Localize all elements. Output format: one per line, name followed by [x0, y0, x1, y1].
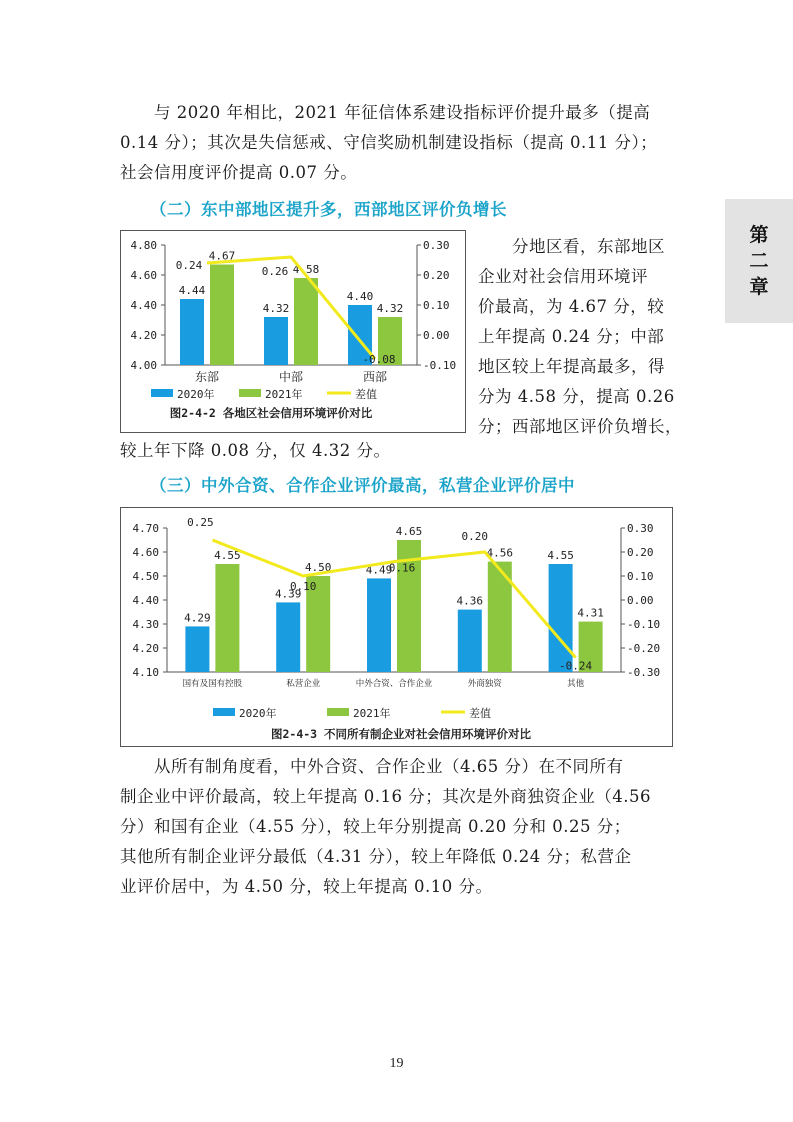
y2-tick-label: 0.30 [627, 522, 654, 535]
bar-2020 [549, 564, 573, 672]
legend-swatch-2020 [151, 389, 173, 397]
section-heading-regions: （二）东中部地区提升多，西部地区评价负增长 [150, 200, 507, 219]
figure-ownership [120, 507, 673, 747]
legend-label-2020: 2020年 [239, 707, 277, 720]
y-tick-label: 4.20 [130, 329, 157, 342]
text-line: 分为 4.58 分，提高 0.26 [478, 387, 675, 406]
y-tick-label: 4.70 [132, 522, 159, 535]
y-tick-label: 4.30 [132, 618, 159, 631]
text-line: 制企业中评价最高，较上年提高 0.16 分；其次是外商独资企业（4.56 [120, 787, 651, 806]
legend-label-2021: 2021年 [265, 388, 303, 401]
y2-tick-label: 0.00 [423, 329, 450, 342]
bar-2020 [367, 578, 391, 672]
y-tick-label: 4.40 [130, 299, 157, 312]
bar-2021 [294, 278, 318, 365]
chart-regions [121, 231, 465, 432]
data-label-2020: 4.36 [456, 594, 484, 608]
y-tick-label: 4.00 [130, 359, 157, 372]
bar-2020 [264, 317, 288, 365]
bar-2020 [276, 602, 300, 672]
y2-tick-label: -0.10 [423, 359, 457, 372]
diff-label: 0.26 [261, 265, 289, 278]
legend-label-2020: 2020年 [177, 388, 215, 401]
text-line: 企业对社会信用环境评 [478, 267, 648, 286]
legend-swatch-2020 [213, 708, 235, 716]
diff-label: 0.20 [461, 530, 489, 543]
diff-label: 0.25 [187, 516, 214, 529]
data-label-2020: 4.29 [184, 611, 211, 625]
text-line: 上年提高 0.24 分；中部 [478, 327, 665, 346]
paragraph-regions-side [478, 232, 683, 442]
diff-label: 0.24 [175, 259, 203, 272]
text-line: 较上年下降 0.08 分，仅 4.32 分。 [120, 441, 391, 460]
x-tick-label: 中部 [278, 370, 304, 384]
text-line: 0.14 分）；其次是失信惩戒、守信奖励机制建设指标（提高 0.11 分）； [120, 133, 658, 152]
y2-tick-label: 0.10 [627, 570, 654, 583]
legend-label-diff: 差值 [469, 707, 491, 720]
y2-tick-label: -0.10 [627, 618, 661, 631]
data-label-2021: 4.65 [395, 525, 423, 538]
y2-tick-label: 0.20 [423, 269, 450, 282]
y-tick-label: 4.60 [130, 269, 157, 282]
figure-caption: 图2-4-2 各地区社会信用环境评价对比 [169, 406, 373, 420]
y2-tick-label: -0.20 [627, 642, 661, 655]
y2-tick-label: 0.30 [423, 239, 450, 252]
data-label-2021: 4.56 [486, 546, 514, 560]
chapter-tab-char: 章 [749, 276, 769, 298]
text-line: 业评价居中，为 4.50 分，较上年提高 0.10 分。 [120, 877, 493, 896]
x-tick-label: 中外合资、合作企业 [355, 679, 433, 689]
text-line: 分）和国有企业（4.55 分），较上年分别提高 0.20 分和 0.25 分； [120, 817, 631, 836]
data-label-2021: 4.50 [304, 561, 332, 574]
legend-label-diff: 差值 [355, 388, 377, 401]
y2-tick-label: 0.10 [423, 299, 450, 312]
bar-2020 [180, 299, 204, 365]
text-line: 其他所有制企业评分最低（4.31 分），较上年降低 0.24 分；私营企 [120, 847, 632, 866]
y2-tick-label: -0.30 [627, 666, 661, 679]
x-tick-label: 国有及国有控股 [182, 679, 243, 689]
legend-label-2021: 2021年 [353, 707, 391, 720]
legend-swatch-2021 [239, 389, 261, 397]
text-line: 与 2020 年相比，2021 年征信体系建设指标评价提升最多（提高 [154, 103, 651, 122]
data-label-2020: 4.55 [547, 549, 574, 562]
text-line: 分地区看，东部地区 [512, 237, 665, 256]
section-heading-ownership: （三）中外合资、合作企业评价最高，私营企业评价居中 [150, 476, 575, 495]
y-tick-label: 4.60 [132, 546, 159, 559]
chapter-tab-char: 第 [749, 224, 769, 246]
text-line: 价最高，为 4.67 分，较 [478, 297, 665, 316]
data-label-2021: 4.31 [577, 606, 604, 620]
figure-regions [120, 230, 466, 433]
x-tick-label: 其他 [567, 679, 585, 689]
paragraph-regions-tail [120, 436, 680, 466]
y-tick-label: 4.10 [132, 666, 159, 679]
x-tick-label: 西部 [362, 370, 388, 384]
diff-line [212, 540, 575, 658]
paragraph-intro [120, 98, 680, 188]
bar-2021 [215, 564, 239, 672]
y-tick-label: 4.50 [132, 570, 159, 583]
data-label-2021: 4.58 [292, 263, 320, 276]
x-tick-label: 东部 [194, 370, 220, 384]
diff-label: 0.16 [388, 561, 416, 575]
y-tick-label: 4.20 [132, 642, 159, 655]
data-label-2020: 4.39 [274, 587, 302, 601]
bar-2021 [210, 265, 234, 366]
data-label-2021: 4.55 [214, 549, 241, 562]
figure-caption: 图2-4-3 不同所有制企业对社会信用环境评价对比 [270, 727, 532, 741]
chapter-tab-char: 二 [749, 250, 769, 272]
data-label-2021: 4.67 [208, 249, 236, 263]
data-label-2020: 4.49 [365, 563, 393, 577]
bar-2020 [185, 626, 209, 672]
bar-2020 [458, 610, 482, 672]
y2-tick-label: 0.00 [627, 594, 654, 607]
page-number: 19 [389, 1056, 404, 1071]
diff-label: -0.08 [362, 353, 396, 366]
text-line: 社会信用度评价提高 0.07 分。 [120, 163, 358, 182]
text-line: 地区较上年提高最多，得 [478, 357, 665, 376]
data-label-2020: 4.40 [346, 290, 374, 303]
paragraph-ownership [120, 752, 700, 902]
y-tick-label: 4.80 [130, 239, 157, 252]
x-tick-label: 私营企业 [286, 679, 321, 689]
data-label-2020: 4.32 [262, 302, 290, 315]
text-line: 分；西部地区评价负增长， [478, 417, 682, 436]
data-label-2020: 4.44 [178, 284, 206, 297]
chart-ownership [121, 508, 672, 746]
diff-label: -0.24 [559, 659, 593, 673]
y-tick-label: 4.40 [132, 594, 159, 607]
text-line: 从所有制角度看，中外合资、合作企业（4.65 分）在不同所有 [154, 757, 624, 776]
data-label-2021: 4.32 [376, 302, 404, 315]
y2-tick-label: 0.20 [627, 546, 654, 559]
legend-swatch-2021 [327, 708, 349, 716]
chapter-tab [725, 199, 793, 323]
x-tick-label: 外商独资 [467, 679, 502, 689]
diff-label: 0.10 [289, 580, 317, 593]
